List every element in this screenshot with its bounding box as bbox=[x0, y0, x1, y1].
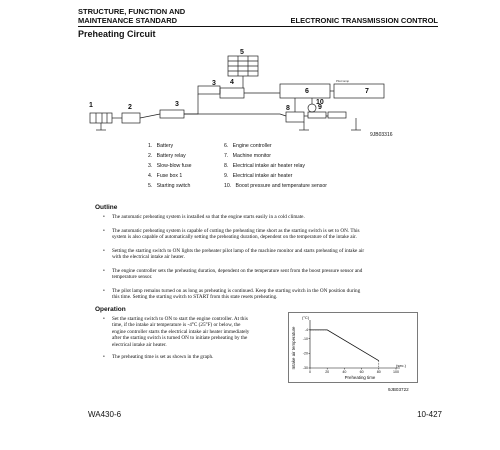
graph-y-tick-label: -30 bbox=[302, 366, 308, 371]
outline-bullet-1: • The automatic preheating system is installed so that the engine starts easily in a cold climate. bbox=[103, 214, 305, 220]
legend-item: 4. Fuse box 1 bbox=[148, 173, 183, 179]
callout-10: 10 bbox=[316, 99, 324, 106]
battery-relay-symbol bbox=[122, 113, 140, 123]
callout-3b: 3 bbox=[175, 101, 179, 108]
graph-y-label: Intake air temperature bbox=[291, 326, 296, 370]
operation-heading: Operation bbox=[95, 306, 126, 313]
callout-5: 5 bbox=[240, 49, 244, 56]
header-rule bbox=[78, 26, 438, 27]
graph-x-tick-label: 100 bbox=[393, 370, 399, 374]
callout-3a: 3 bbox=[212, 80, 216, 87]
legend-item: 1. Battery bbox=[148, 143, 174, 149]
pilot-lamp-label: Pilot lamp bbox=[336, 79, 350, 83]
callout-2: 2 bbox=[128, 104, 132, 111]
footer-page-number: 10-427 bbox=[417, 410, 442, 419]
graph-x-tick-label: 40 bbox=[342, 370, 347, 374]
callout-7: 7 bbox=[365, 88, 369, 95]
preheating-circuit-diagram bbox=[80, 46, 410, 141]
header-chapter-title: ELECTRONIC TRANSMISSION CONTROL bbox=[290, 16, 438, 25]
callout-9: 9 bbox=[318, 104, 322, 111]
header-section-title: STRUCTURE, FUNCTION AND MAINTENANCE STANDARD bbox=[78, 7, 186, 25]
callout-1: 1 bbox=[89, 102, 93, 109]
boost-sensor-symbol bbox=[308, 104, 316, 112]
legend-item: 10. Boost pressure and temperature sensor bbox=[224, 183, 327, 189]
legend-item: 8. Electrical intake air heater relay bbox=[224, 163, 306, 169]
legend-item: 5. Starting switch bbox=[148, 183, 191, 189]
callout-6: 6 bbox=[305, 88, 309, 95]
legend-item: 6. Engine controller bbox=[224, 143, 272, 149]
operation-bullet-2: • The preheating time is set as shown in the graph. bbox=[103, 354, 214, 360]
preheating-time-graph bbox=[288, 312, 418, 394]
outline-bullet-3: • Setting the starting switch to ON lights the preheater pilot lamp of the machine monitor and starts preheating of intake air with the electrical intake air heater. bbox=[103, 248, 365, 261]
outline-bullet-4: • The engine controller sets the preheating duration, dependent on the temperature sent from the boost pressure sensor and temperature sensor. bbox=[103, 268, 363, 281]
graph-y-tick-label: -20 bbox=[302, 351, 308, 356]
graph-figure-code: 9JB03722 bbox=[388, 387, 409, 392]
legend-right-column bbox=[224, 143, 327, 193]
graph-x-unit: (sec.) bbox=[396, 363, 406, 368]
callout-8: 8 bbox=[286, 105, 290, 112]
footer-model: WA430-6 bbox=[88, 410, 122, 419]
graph-x-tick-label: 0 bbox=[309, 370, 311, 374]
graph-y-tick-label: -4 bbox=[304, 328, 308, 333]
fuse-box-symbol bbox=[220, 88, 244, 98]
graph-y-unit: (°C) bbox=[302, 315, 310, 320]
page-title: Preheating Circuit bbox=[78, 29, 156, 39]
circuit-figure-code: 9JB03316 bbox=[370, 132, 393, 138]
legend-left-column bbox=[148, 143, 192, 193]
graph-x-tick-label: 80 bbox=[376, 370, 381, 374]
heater-relay-symbol bbox=[286, 112, 304, 122]
graph-x-tick-label: 20 bbox=[325, 370, 330, 374]
operation-bullet-1: • Set the starting switch to ON to start the engine controller. At this time, if the intake air temperature is -4°C (25°F) or below, the engine controller starts the electrical intake air heater immediately after the starting switch is turned ON to initiate preheating by the electrical intake air heater. bbox=[103, 316, 250, 348]
outline-heading: Outline bbox=[95, 204, 118, 211]
legend-item: 9. Electrical intake air heater bbox=[224, 173, 293, 179]
legend-item: 7. Machine monitor bbox=[224, 153, 272, 159]
battery-symbol bbox=[90, 113, 112, 123]
outline-bullet-2: • The automatic preheating system is capable of cutting the preheating time short as the starting switch is set to ON. This system is also capable of automatically setting the preheating duration, dependent on the temperature of the intake air. bbox=[103, 228, 360, 241]
graph-x-tick-label: 60 bbox=[359, 370, 364, 374]
graph-x-label: Preheating time bbox=[344, 375, 376, 380]
callout-4: 4 bbox=[230, 79, 234, 86]
slow-blow-fuse-symbol bbox=[160, 110, 184, 118]
legend-item: 2. Battery relay bbox=[148, 153, 186, 159]
legend-item: 3. Slow-blow fuse bbox=[148, 163, 192, 169]
graph-series-line bbox=[310, 330, 379, 361]
heater-symbol bbox=[308, 112, 326, 118]
machine-monitor-symbol bbox=[334, 84, 384, 98]
graph-y-tick-label: -10 bbox=[302, 336, 308, 341]
outline-bullet-5: • The pilot lamp remains turned on as long as preheating is continued. Keep the starting switch in the ON position during this time. Setting the starting switch to START from this state resets preheating. bbox=[103, 288, 361, 301]
